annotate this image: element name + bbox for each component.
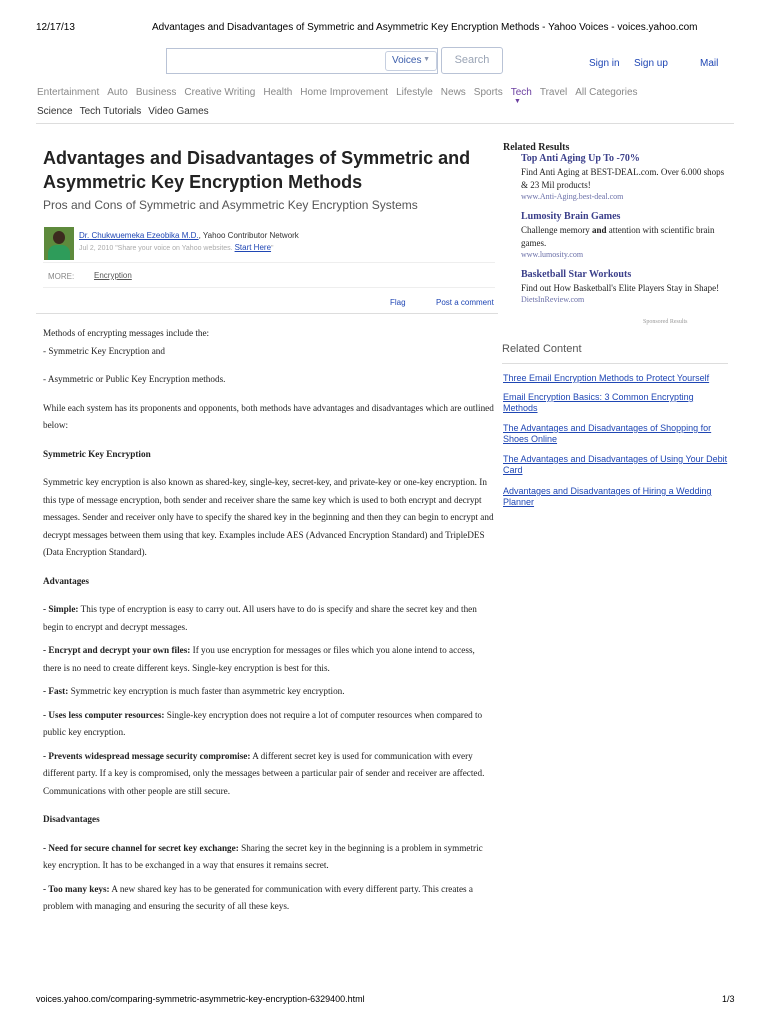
- nav-item-lifestyle[interactable]: Lifestyle: [396, 87, 433, 98]
- advantage-text: Single-key encryption does not require a lot of computer resources when compared to public key encryption.: [43, 709, 483, 737]
- chevron-down-icon: ▼: [423, 56, 430, 63]
- disadvantage-item: [43, 881, 495, 916]
- paragraph: Symmetric key encryption is also known as shared-key, single-key, secret-key, and private-key or one-key encryption. In this type of message encryption, both sender and receiver share the same key which is used to both encrypt and decrypt messages. Sender and receiver only have to specify the shared key in the beginning and then they can begin to encrypt and decrypt messages between them using that key. Examples include AES (Advanced Encryption Standard) and TripleDES (Data Encryption Standard).: [43, 477, 494, 557]
- meta-divider: [43, 262, 495, 263]
- nav-item-science[interactable]: Science: [37, 106, 73, 117]
- paragraph: - Symmetric Key Encryption and: [43, 345, 165, 356]
- nav-item-travel[interactable]: Travel: [539, 87, 568, 98]
- ad-description: Find out How Basketball's Elite Players Stay in Shape!: [521, 283, 720, 293]
- disadvantage-text: A new shared key has to be generated for communication with every different party. This creates a problem with managing and ensuring the security of all these keys.: [43, 883, 473, 911]
- ad-title[interactable]: Top Anti Aging Up To -70%: [521, 153, 640, 164]
- nav-item-sports[interactable]: Sports: [473, 87, 503, 98]
- ad-url[interactable]: DietsInReview.com: [521, 295, 585, 304]
- related-content-link[interactable]: The Advantages and Disadvantages of Using Your Debit Card: [503, 454, 728, 475]
- nav-divider: [36, 123, 734, 124]
- related-content-divider: [502, 363, 728, 364]
- advantage-text: Symmetric key encryption is much faster than asymmetric key encryption.: [68, 686, 345, 696]
- author-line: [79, 231, 299, 240]
- date-line-end: ": [271, 245, 274, 252]
- nav-item-all-categories[interactable]: All Categories: [575, 87, 638, 98]
- subcategory-nav: [37, 106, 216, 117]
- sign-in-link[interactable]: Sign in: [589, 58, 620, 69]
- section-heading: Disadvantages: [43, 814, 100, 824]
- disadvantage-item: [43, 840, 495, 875]
- advantage-item: [43, 707, 495, 742]
- ad-result[interactable]: [521, 153, 731, 201]
- advantage-text: A different secret key is used for communication with every different party. If a key is compromised, only the messages between a particular pair of sender and receiver are affected. Communications with other people are still secure.: [43, 750, 485, 796]
- related-content-link[interactable]: Email Encryption Basics: 3 Common Encrypting Methods: [503, 392, 694, 413]
- advantage-title: - Prevents widespread message security compromise:: [43, 750, 251, 761]
- start-here-link[interactable]: Start Here: [234, 243, 272, 252]
- related-content-link[interactable]: Three Email Encryption Methods to Protect Yourself: [503, 373, 710, 383]
- article-title-line1: Advantages and Disadvantages of Symmetric and: [43, 148, 471, 168]
- article-title-block: [43, 146, 503, 194]
- ad-url[interactable]: www.lumosity.com: [521, 250, 584, 259]
- sign-up-link[interactable]: Sign up: [634, 58, 668, 69]
- section-heading: Symmetric Key Encryption: [43, 448, 151, 459]
- paragraph: While each system has its proponents and opponents, both methods have advantages and disadvantages which are outlined below:: [43, 402, 494, 430]
- disadvantage-title: - Need for secure channel for secret key exchange:: [43, 842, 239, 853]
- search-button[interactable]: Search: [441, 47, 503, 74]
- nav-item-health[interactable]: Health: [263, 87, 293, 98]
- mail-link[interactable]: Mail: [700, 58, 719, 69]
- advantage-item: [43, 601, 495, 636]
- disadvantage-text: Sharing the secret key in the beginning is a problem in symmetric key encryption. It has to be exchanged in a way that ensures it remains secret.: [43, 842, 483, 870]
- ad-description: [521, 224, 731, 250]
- tag-link-encryption[interactable]: Encryption: [94, 271, 132, 280]
- nav-item-tech[interactable]: Tech: [510, 87, 532, 98]
- publish-date: Jul 2, 2010 "Share your voice on Yahoo websites.: [79, 245, 233, 252]
- advantage-title: - Simple:: [43, 604, 79, 614]
- ad-description-part: Challenge memory: [521, 225, 592, 235]
- tags-divider: [43, 287, 495, 288]
- advantage-title: - Encrypt and decrypt your own files:: [43, 645, 191, 655]
- more-label: MORE:: [48, 272, 75, 281]
- related-results-heading: Related Results: [503, 142, 570, 153]
- ad-title[interactable]: Basketball Star Workouts: [521, 269, 632, 280]
- nav-item-auto[interactable]: Auto: [107, 87, 128, 98]
- nav-item-creative-writing[interactable]: Creative Writing: [184, 87, 256, 98]
- paragraph: - Asymmetric or Public Key Encryption methods.: [43, 374, 226, 384]
- author-avatar[interactable]: [44, 227, 74, 260]
- ad-result[interactable]: [521, 269, 721, 304]
- advantage-item: [43, 748, 495, 801]
- active-tab-marker-icon: ▼: [514, 98, 521, 105]
- print-footer-url: voices.yahoo.com/comparing-symmetric-asymmetric-key-encryption-6329400.html: [36, 994, 365, 1004]
- nav-item-entertainment[interactable]: Entertainment: [37, 87, 100, 98]
- print-page-number: 1/3: [722, 994, 735, 1004]
- paragraph: Methods of encrypting messages include the:: [43, 328, 210, 338]
- related-content-heading: Related Content: [502, 343, 582, 355]
- article-divider: [36, 313, 498, 314]
- article-body: [43, 325, 495, 916]
- ad-description: Find Anti Aging at BEST-DEAL.com. Over 6.000 shops & 23 Mil products!: [521, 167, 725, 190]
- nav-item-video-games[interactable]: Video Games: [148, 106, 209, 117]
- article-date-line: [79, 243, 274, 252]
- advantage-text: If you use encryption for messages or files which you alone intend to access, there is no need to create different keys. Single-key encryption is best for this.: [43, 645, 475, 673]
- post-comment-link[interactable]: Post a comment: [436, 298, 494, 307]
- nav-item-home-improvement[interactable]: Home Improvement: [300, 87, 389, 98]
- ad-title[interactable]: Lumosity Brain Games: [521, 211, 621, 222]
- author-name-link[interactable]: Dr. Chukwuemeka Ezeobika M.D.: [79, 231, 199, 240]
- category-nav: [37, 87, 646, 98]
- related-content-link[interactable]: The Advantages and Disadvantages of Shopping for Shoes Online: [503, 423, 712, 444]
- advantage-title: - Fast:: [43, 686, 69, 696]
- advantage-text: This type of encryption is easy to carry out. All users have to do is specify and share the secret key and then begin to encrypt and decrypt messages.: [43, 604, 477, 632]
- disadvantage-title: - Too many keys:: [43, 883, 110, 894]
- advantage-title: - Uses less computer resources:: [43, 709, 165, 720]
- sponsored-label[interactable]: Sponsored Results: [643, 319, 688, 325]
- article-subtitle: Pros and Cons of Symmetric and Asymmetric Key Encryption Systems: [43, 198, 418, 212]
- article-title-line2: Asymmetric Key Encryption Methods: [43, 172, 363, 192]
- print-date: 12/17/13: [36, 22, 75, 33]
- flag-link[interactable]: Flag: [390, 298, 406, 307]
- advantage-item: [43, 642, 495, 677]
- related-content-link[interactable]: Advantages and Disadvantages of Hiring a Wedding Planner: [503, 486, 712, 507]
- search-scope-dropdown[interactable]: [385, 51, 437, 71]
- section-heading: Advantages: [43, 575, 89, 586]
- nav-item-business[interactable]: Business: [135, 87, 177, 98]
- advantage-item: [43, 683, 495, 701]
- search-scope-label: Voices: [392, 55, 422, 66]
- ad-description-part: attention with scientific brain games.: [521, 225, 715, 248]
- ad-url[interactable]: www.Anti-Aging.best-deal.com: [521, 192, 624, 201]
- ad-result[interactable]: [521, 211, 731, 259]
- nav-item-news[interactable]: News: [440, 87, 466, 98]
- author-role: , Yahoo Contributor Network: [198, 231, 299, 240]
- ad-description-bold: and: [591, 225, 607, 235]
- print-title: Advantages and Disadvantages of Symmetric and Asymmetric Key Encryption Methods - Yahoo Voices - voices.yahoo.com: [152, 22, 698, 33]
- nav-item-tech-tutorials[interactable]: Tech Tutorials: [79, 106, 142, 117]
